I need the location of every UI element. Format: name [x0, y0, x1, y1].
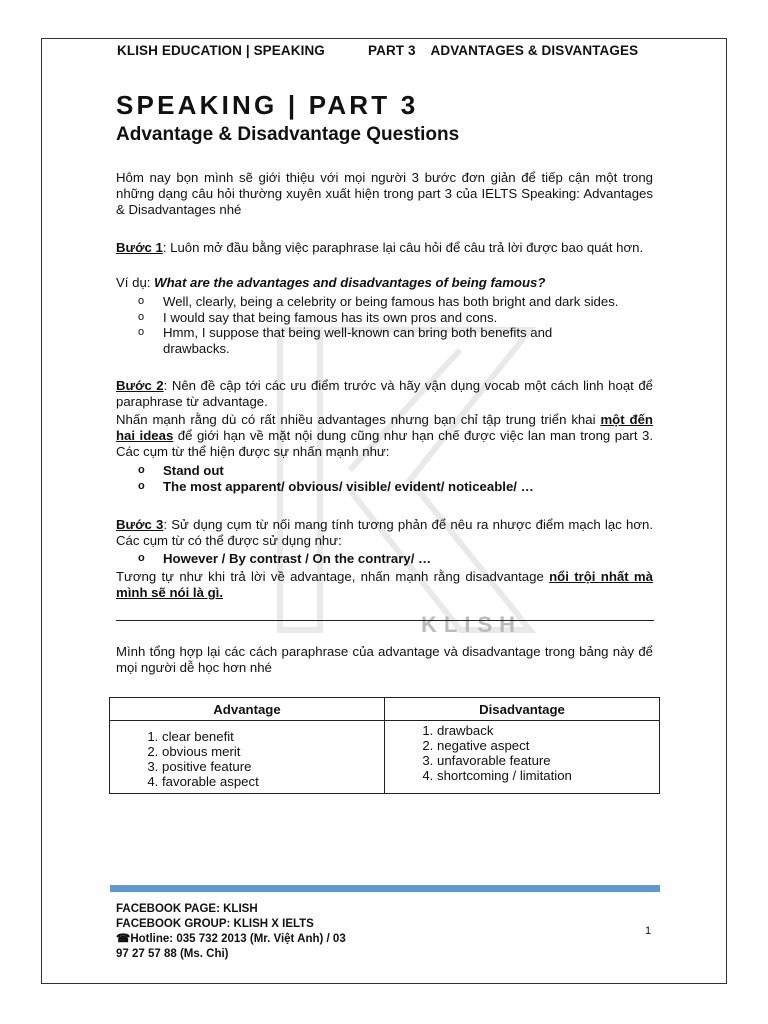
header-left: KLISH EDUCATION | SPEAKING	[117, 43, 325, 58]
footer-accent-bar	[110, 885, 660, 892]
step1-bullet-list	[138, 294, 653, 356]
advantage-list	[110, 729, 384, 789]
step2-text2-b: để giới hạn về mặt nội dung cũng như hạn chế được việc lan man trong part 3. Các cụm từ thể hiện được sự nhấn mạnh như:	[116, 428, 653, 459]
table-header-advantage: Advantage	[110, 698, 385, 721]
list-item: o Stand out	[138, 463, 653, 479]
list-item: 4. favorable aspect	[162, 774, 384, 789]
watermark-text: KLISH	[421, 612, 522, 637]
step2-text2-a: Nhấn mạnh rằng dù có rất nhiều advantages nhưng bạn chỉ tập trung triển khai	[116, 412, 601, 427]
footer-facebook-group: FACEBOOK GROUP: KLISH X IELTS	[116, 918, 314, 930]
section-divider	[116, 620, 654, 621]
step1-example	[116, 275, 653, 291]
example-label: Ví dụ:	[116, 275, 155, 290]
step2-paragraph-2	[116, 412, 653, 460]
step1-label: Bước 1	[116, 240, 163, 255]
summary-paragraph: Mình tổng hợp lại các cách paraphrase của advantage và disadvantage trong bảng này để mọi người dễ học hơn nhé	[116, 644, 653, 675]
footer-hotline-cont: 97 27 57 88 (Ms. Chi)	[116, 948, 229, 960]
page-subtitle: Advantage & Disadvantage Questions	[116, 124, 460, 145]
list-item: o I would say that being famous has its own pros and cons.	[138, 310, 653, 326]
list-item: 2. negative aspect	[437, 738, 659, 753]
table-row	[110, 721, 660, 794]
page-title: SPEAKING | PART 3	[116, 90, 419, 120]
step3-paragraph-2	[116, 569, 653, 601]
list-item: o Well, clearly, being a celebrity or being famous has both bright and dark sides.	[138, 294, 653, 310]
page-number: 1	[645, 925, 652, 937]
disadvantage-list	[385, 723, 659, 783]
page-header	[117, 43, 657, 58]
list-item: 3. positive feature	[162, 759, 384, 774]
table-header-disadvantage: Disadvantage	[385, 698, 660, 721]
step2-label: Bước 2	[116, 378, 164, 393]
list-item: o However / By contrast / On the contrary/ …	[138, 551, 653, 567]
step3-bullet-list	[138, 551, 653, 567]
header-right: PART 3 ADVANTAGES & DISVANTAGES	[368, 43, 639, 58]
step1-paragraph	[116, 240, 653, 256]
list-item: 2. obvious merit	[162, 744, 384, 759]
step3-label: Bước 3	[116, 517, 164, 532]
intro-paragraph: Hôm nay bọn mình sẽ giới thiệu với mọi người 3 bước đơn giản để tiếp cận một trong những dạng câu hỏi thường xuyên xuất hiện trong part 3 của IELTS Speaking: Advantages & Disadvantages nhé	[116, 170, 653, 217]
footer	[116, 902, 346, 962]
list-item: 1. clear benefit	[162, 729, 384, 744]
list-item: 3. unfavorable feature	[437, 753, 659, 768]
comparison-table	[109, 697, 660, 794]
list-item: 1. drawback	[437, 723, 659, 738]
step3-emphasis: nổi trội nhất mà mình sẽ nói là gì.	[116, 569, 653, 600]
list-item: o Hmm, I suppose that being well-known can bring both benefits and drawbacks.	[138, 325, 653, 356]
step3-paragraph	[116, 517, 653, 549]
footer-facebook-page: FACEBOOK PAGE: KLISH	[116, 903, 258, 915]
list-item: o The most apparent/ obvious/ visible/ evident/ noticeable/ …	[138, 479, 653, 495]
step3-text: : Sử dụng cụm từ nối mang tính tương phản để nêu ra nhược điểm mạch lạc hơn. Các cụm từ có thể được sử dụng như:	[116, 517, 653, 548]
step1-text: : Luôn mở đầu bằng việc paraphrase lại câu hỏi để câu trả lời được bao quát hơn.	[162, 240, 644, 255]
step3-text2-a: Tương tự như khi trả lời về advantage, nhấn mạnh rằng disadvantage	[116, 569, 550, 584]
footer-hotline: ☎Hotline: 035 732 2013 (Mr. Việt Anh) / 03	[116, 933, 346, 945]
step2-bullet-list	[138, 463, 653, 494]
step2-text: : Nên đề cập tới các ưu điểm trước và hãy vận dụng vocab một cách linh hoạt để paraphrase từ advantage.	[116, 378, 654, 409]
advantage-cell	[110, 721, 385, 794]
step2-emphasis: một đến hai ideas	[116, 412, 653, 443]
step2-paragraph	[116, 378, 653, 410]
list-item: 4. shortcoming / limitation	[437, 768, 659, 783]
example-question: What are the advantages and disadvantages of being famous?	[154, 275, 546, 290]
disadvantage-cell	[385, 721, 660, 794]
